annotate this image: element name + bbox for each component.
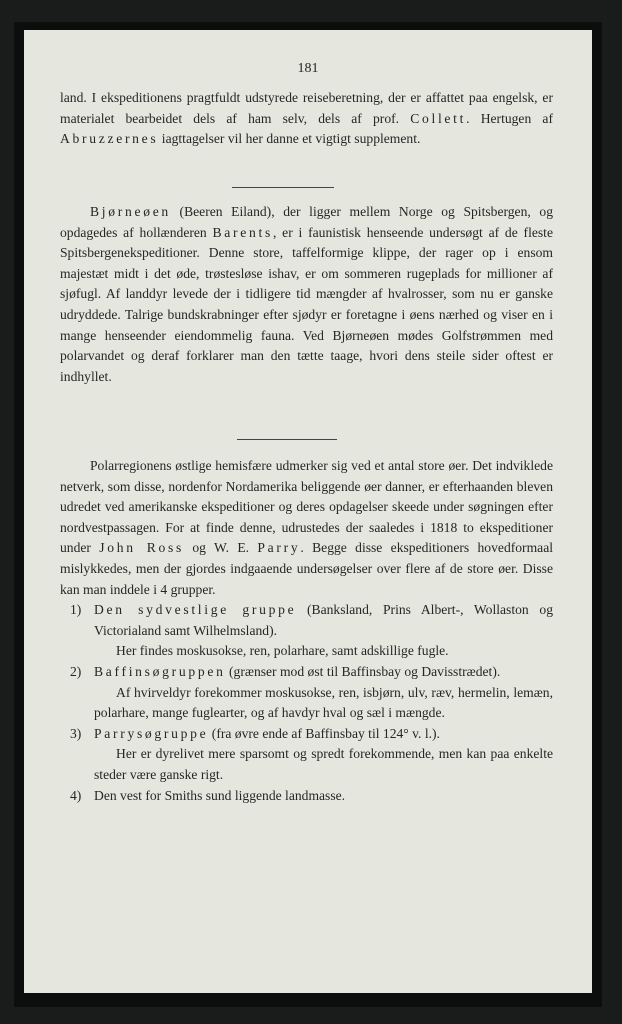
list-number: 4) <box>70 787 82 803</box>
intro-text-c: iagttagelser vil her danne et vigtigt supplement. <box>158 131 421 147</box>
list-item <box>60 600 553 662</box>
bjorneoen-text-b: , er i faunistisk henseende undersøgt af de fleste Spitsbergenekspeditioner. Denne store, taffelformige klippe, der rager op i ensom majestæt midt i det øde, trøstesløse ishav, er om sommeren rugeplads for millioner af sjøfugl. Af landdyr levede der i tidligere tid mængder af hvalrosser, som nu er ganske udryddede. Talrige bundskrabninger efter sjødyr er foretagne i øens nærhed og viser en i mange henseender eiendommelig fauna. Ved Bjørneøen mødes Golfstrømmen med polarvandet og deraf forklarer man den tætte taage, hvori dens steile sider oftest er indhyllet. <box>60 224 553 384</box>
book-page <box>24 30 592 993</box>
group-name: Baffinsøgruppen <box>94 663 226 679</box>
list-number: 2) <box>70 663 82 679</box>
list-item <box>60 786 553 807</box>
bjorneoen-text-a: (Beeren Eiland), der ligger mellem Norge og Spitsbergen, og opdagedes af hollænderen <box>60 204 553 240</box>
group-fauna: Her er dyrelivet mere sparsomt og spredt forekommende, men kan paa enkelte steder være ganske rigt. <box>94 746 553 782</box>
group-desc: (grænser mod øst til Baffinsbay og Davisstrædet). <box>225 663 501 679</box>
page-number: 181 <box>297 61 319 76</box>
group-desc: Den vest for Smiths sund liggende landmasse. <box>94 787 346 803</box>
intro-text-b: . Hertugen af <box>466 110 553 126</box>
group-fauna: Her findes moskusokse, ren, polarhare, samt adskillige fugle. <box>116 643 449 659</box>
polar-text-b: og W. E. <box>184 540 258 556</box>
intro-paragraph <box>60 88 553 150</box>
polar-section <box>60 456 553 806</box>
list-number: 3) <box>70 725 82 741</box>
name-collett: Collett <box>410 110 467 126</box>
name-abruzzernes: Abruzzernes <box>60 131 159 147</box>
group-name: Parrysøgruppe <box>94 725 209 741</box>
group-desc: (Banksland, Prins Albert-, Wollaston og Victorialand samt Wilhelmsland). <box>94 602 553 638</box>
name-parry: Parry <box>257 540 301 556</box>
name-barents: Barents <box>212 224 273 240</box>
list-item <box>60 724 553 786</box>
bjorneoen-paragraph <box>60 202 553 387</box>
name-bjorneoen: Bjørneøen <box>90 204 171 219</box>
polar-text-a: Polarregionens østlige hemisfære udmerker sig ved et antal store øer. Det indviklede netverk, som disse, nordenfor Nordamerika beliggende øer danner, er efterhaanden bleven udredet ved amerikanske ekspeditioner og deres opdagelser skeede under søgningen efter nordvestpassagen. For at finde denne, udrustedes der saaledes i 1818 to ekspeditioner under <box>60 458 553 556</box>
section-divider <box>237 439 337 440</box>
list-item <box>60 662 553 724</box>
intro-text-a: land. I ekspeditionens pragtfuldt udstyrede reiseberetning, der er affattet paa engelsk, er materialet bearbeidet dels af ham selv, dels af prof. <box>60 90 553 126</box>
group-desc: (fra øvre ende af Baffinsbay til 124° v. l.). <box>208 725 440 741</box>
group-name: Den sydvestlige gruppe <box>94 602 297 618</box>
section-divider <box>232 187 334 188</box>
list-number: 1) <box>70 602 82 618</box>
name-john-ross: John Ross <box>99 540 185 556</box>
group-fauna: Af hvirveldyr forekommer moskusokse, ren, isbjørn, ulv, ræv, hermelin, lemæn, polarhare, mange fuglearter, og af havdyr hval og sæl i mængde. <box>94 684 553 721</box>
polar-text-c: . Begge disse ekspeditioners hovedformaal mislykkedes, men der gjordes indgaaende undersøgelser over flere af de store øer. Disse kan man inddele i 4 grupper. <box>60 540 554 597</box>
